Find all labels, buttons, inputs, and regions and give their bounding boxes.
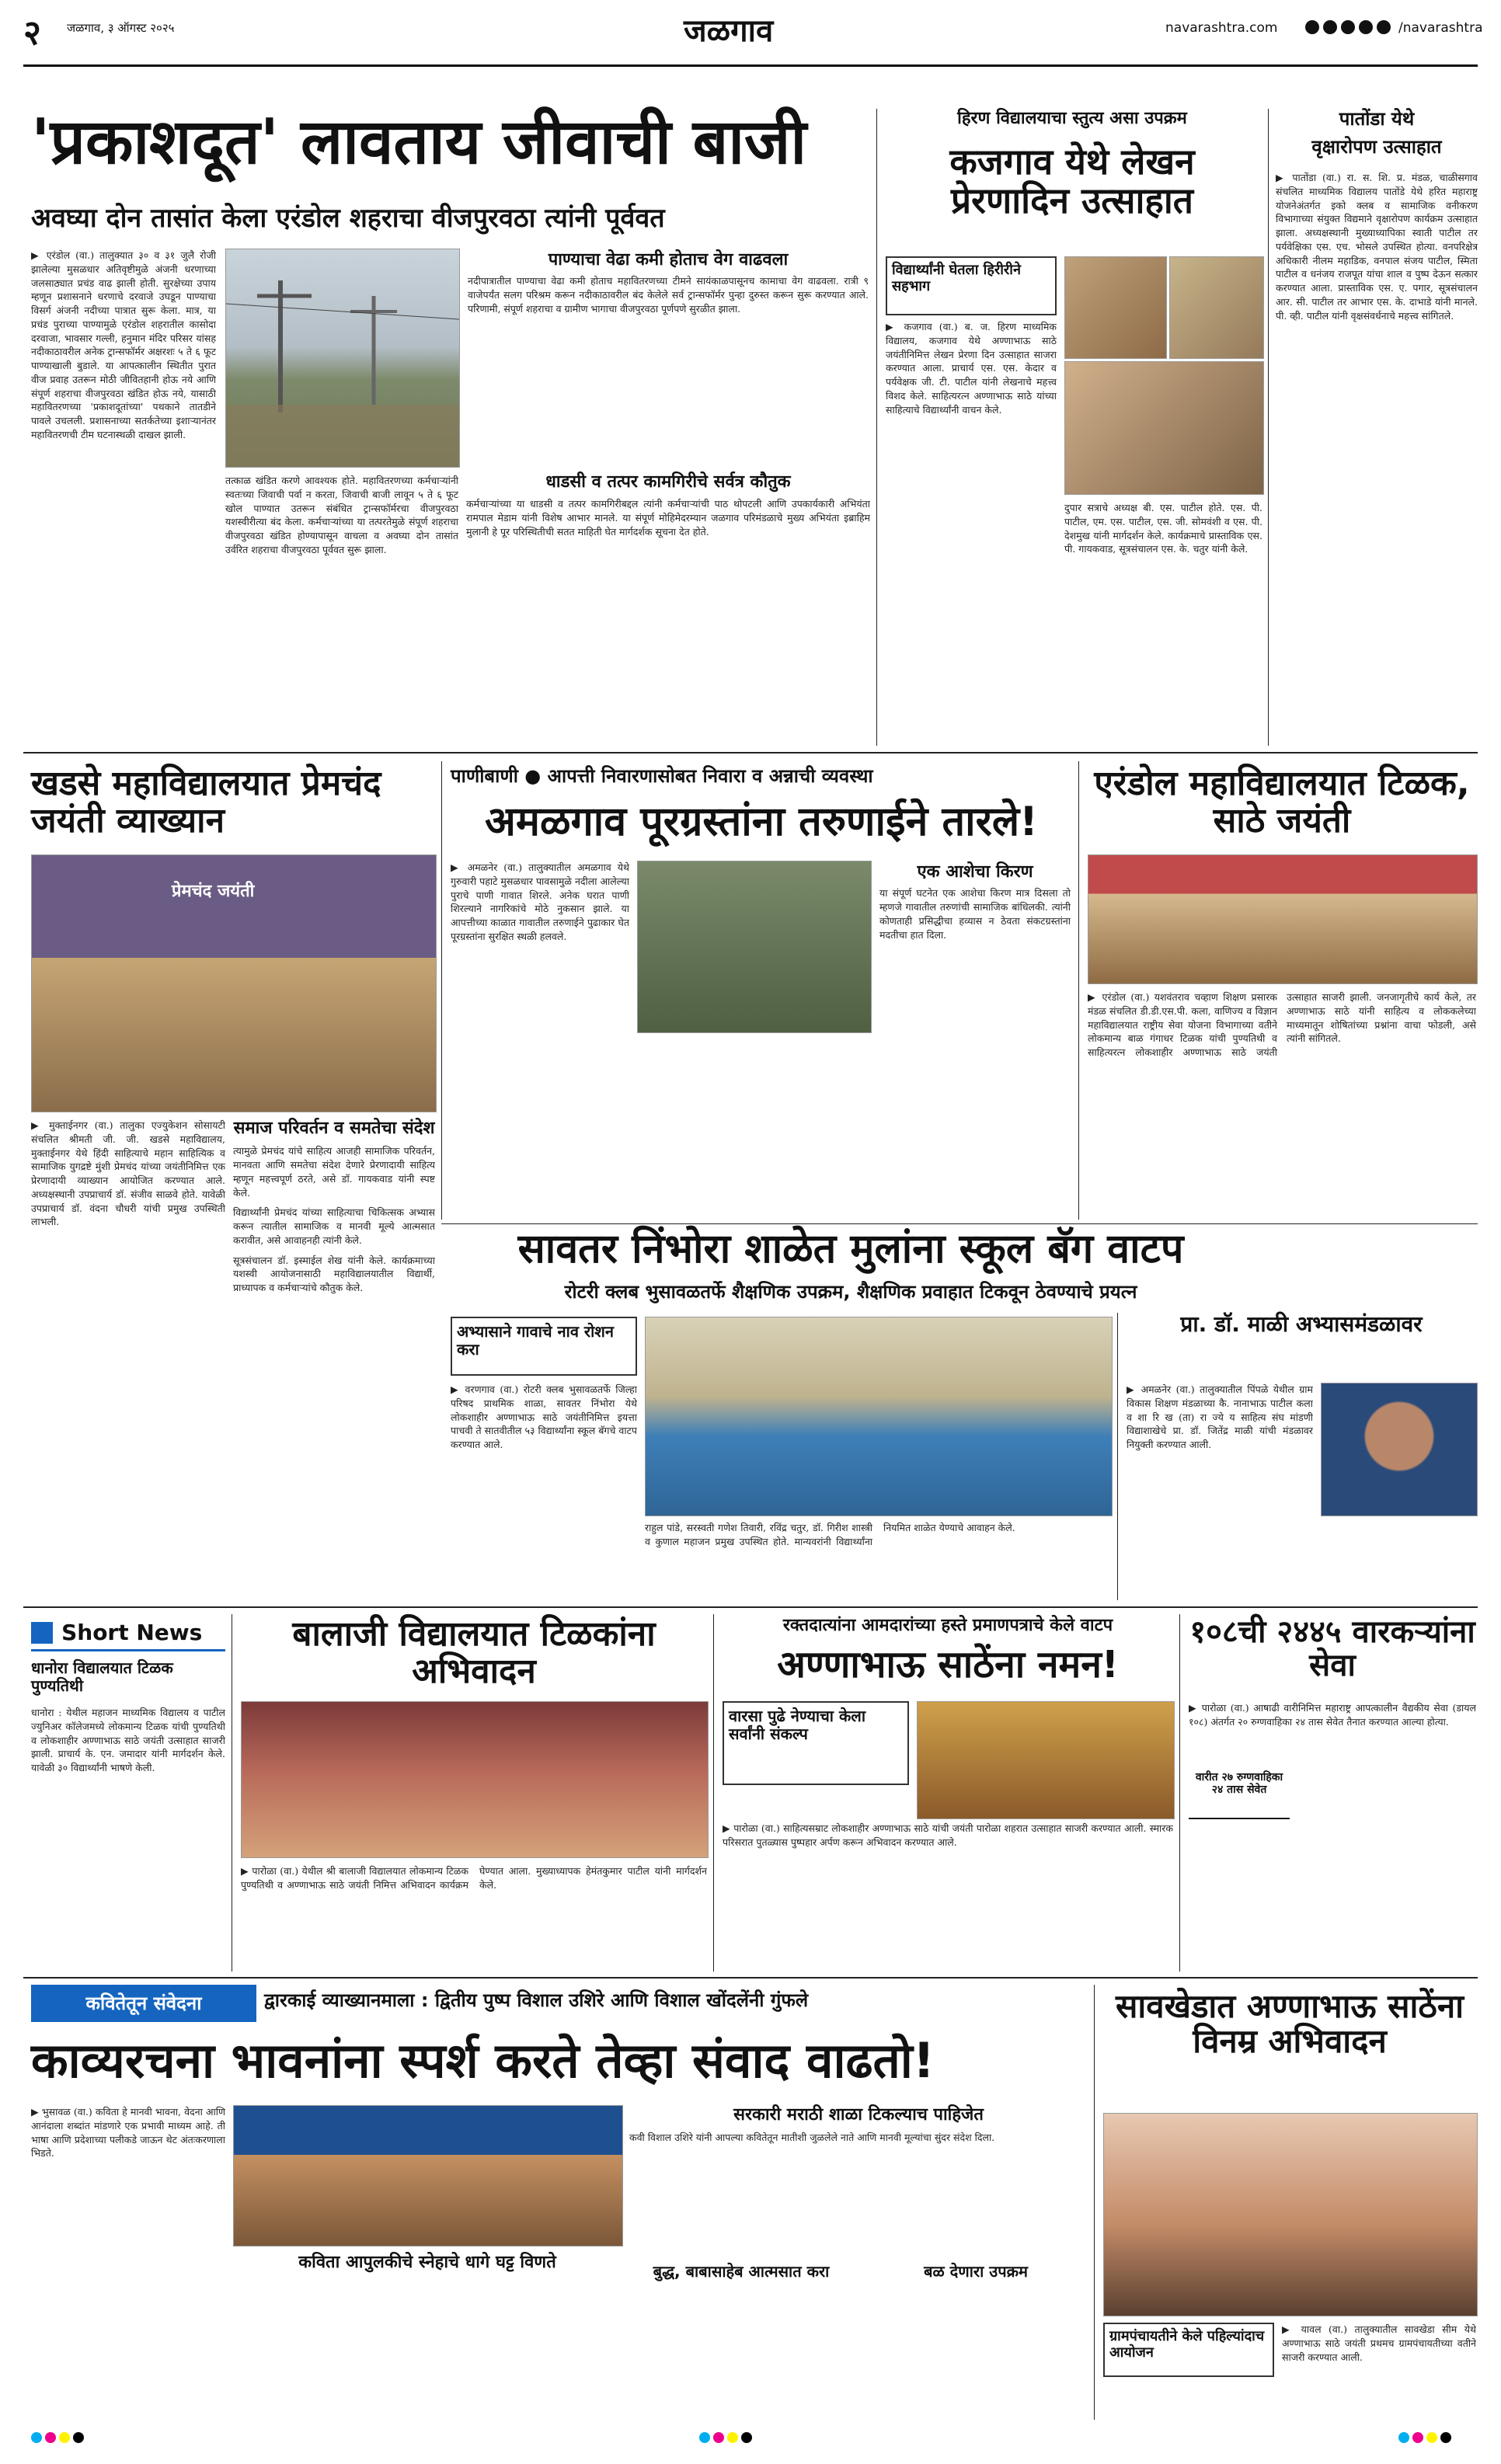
hiran-photo-2 bbox=[1169, 256, 1264, 359]
registration-marks-left bbox=[31, 2431, 87, 2446]
savtar-headline: सावतर निंभोरा शाळेत मुलांना स्कूल बॅग वाटप bbox=[517, 1226, 1184, 1272]
savkheda-headline: सावखेडात अण्णाभाऊ साठेंना विनम्र अभिवादन bbox=[1115, 1987, 1464, 2061]
annabhau-photo bbox=[917, 1701, 1175, 1819]
savtar-box-text: अभ्यासाने गावाचे नाव रोशन करा bbox=[457, 1322, 614, 1359]
amalgaon-kicker bbox=[451, 763, 1072, 788]
power-pole-illustration bbox=[226, 249, 459, 467]
kavita-kicker: द्वारकाई व्याख्यानमाला : द्वितीय पुष्प विशाल उशिरे आणि विशाल खोंदलेंनी गुंफले bbox=[264, 1989, 809, 2011]
registration-marks-center bbox=[699, 2431, 755, 2446]
lead-box bbox=[466, 249, 870, 466]
issue-date: जळगाव, ३ ऑगस्ट २०२५ bbox=[67, 21, 175, 35]
mali-body: ▶ अमळनेर (वा.) तालुक्यातील पिंपळे येथील ग्राम विकास शिक्षण मंडळाच्या कै. नानाभाऊ पाटील कला व शा रि ख (ता) रा ज्ये य साहित्य संघ मांडणी विद्याशाखेचे प्रा. डॉ. जितेंद्र माळी यांची मंडळावर नियुक्ती करण्यात आली. bbox=[1127, 1383, 1313, 1450]
khadse-bullet-2: विद्यार्थ्यांनी प्रेमचंद यांच्या साहित्याचा चिकित्सक अभ्यास करून त्यातील सामाजिक व मानवी मूल्ये आत्मसात करावीत, असे आवाहनही त्यांनी केले. bbox=[233, 1206, 435, 1246]
lead-photo-flood bbox=[225, 249, 460, 468]
lead-body: ▶ एरंडोल (वा.) तालुक्यात ३० व ३१ जुलै रोजी झालेल्या मुसळधार अतिवृष्टीमुळे अंजनी धरणाच्या जलसाठ्यात प्रचंड वाढ झाली होती. सुरक्षेच्या उपाय म्हणून प्रशासनाने धरणाचे दरवाजे उघडून पाण्याचा विसर्ग अंजनी नदीच्या पात्रात सुरू केला. मात्र, या प्रचंड पुराच्या पाण्यामुळे एरंडोल शहरातील कासोदा दरवाजा, भावसार गल्ली, हनुमान मंदिर परिसर यांसह नदीकाठावरील अनेक ट्रान्सफॉर्मर अक्षरशः ५ ते ६ फूट पाण्याखाली बुडाले. या आपत्कालीन स्थितीत पुरात वीज प्रवाह उतरून मोठी जीवितहानी होऊ नये आणि संपूर्ण शहराचा वीजपुरवठा खंडित होऊ नये, यासाठी महावितरणच्या 'प्रकाशदूतांच्या' पथकाने तातडीने पावले उचलली. प्रशासनाच्या सतर्कतेच्या इशाऱ्यानंतर महावितरणची टीम घटनास्थळी दाखल झाली. bbox=[31, 249, 216, 440]
erandol2-body: ▶ एरंडोल (वा.) यशवंतराव चव्हाण शिक्षण प्रसारक मंडळ संचलित डी.डी.एस.पी. कला, वाणिज्य व विज्ञान महाविद्यालयात राष्ट्रीय सेवा योजना विभागाच्या वतीने लोकमान्य बाळ गंगाधर टिळक यांची पुण्यतिथी व साहित्यरत्न लोकशाहीर अण्णाभाऊ साठे जयंती उत्साहात साजरी झाली. जनजागृतीचे कार्य केले, तर अण्णाभाऊ साठे यांनी साहित्य व लोककलेच्या माध्यमातून शोषितांच्या प्रश्नांना वाचा फोडली, असे त्यांनी सांगितले. bbox=[1088, 991, 1476, 1058]
khadse-photo bbox=[31, 854, 437, 1112]
savkheda-body: ▶ यावल (वा.) तालुक्यातील सावखेडा सीम येथे अण्णाभाऊ साठे जयंती प्रथमच ग्रामपंचायतीच्या वतीने साजरी करण्यात आली. bbox=[1282, 2323, 1476, 2363]
savtar-box bbox=[451, 1317, 637, 1376]
hiran-box bbox=[886, 256, 1057, 315]
warkari-headline: १०८ची २४४५ वारकऱ्यांना सेवा bbox=[1189, 1614, 1475, 1684]
kavita-photo bbox=[233, 2105, 623, 2246]
savtar-caption: राहुल पांडे, सरस्वती गणेश तिवारी, रविंद्र चतुर, डॉ. गिरीश शास्त्री व कुणाल महाजन प्रमुख उपस्थित होते. मान्यवरांनी विद्यार्थ्यांना नियमित शाळेत येण्याचे आवाहन केले. bbox=[645, 1522, 1015, 1547]
warkari-stat-label: वारीत २७ रुग्णवाहिका bbox=[1195, 1771, 1283, 1784]
facebook-icon[interactable] bbox=[1305, 20, 1319, 34]
hiran-body: ▶ कजगाव (वा.) ब. ज. हिरण माध्यमिक विद्यालय, कजगाव येथे अण्णाभाऊ साठे जयंतीनिमित्त लेखन प्रेरणा दिन उत्साहात साजरा करण्यात आला. प्राचार्य एस. एस. केदार व पर्यवेक्षक जी. टी. पाटील यांनी लेखनाचे महत्त्व विशद केले. साहित्यरत्न अण्णाभाऊ साठे यांच्या साहित्याचे विद्यार्थ्यांनी वाचन केले. bbox=[886, 321, 1057, 416]
balaji-body: ▶ पारोळा (वा.) येथील श्री बालाजी विद्यालयात लोकमान्य टिळक पुण्यतिथी व अण्णाभाऊ साठे जयंती निमित्त अभिवादन कार्यक्रम घेण्यात आला. मुख्याध्यापक हेमंतकुमार पाटील यांनी मार्गदर्शन केले. bbox=[241, 1865, 707, 1891]
patonda-body: ▶ पातोंडा (वा.) रा. स. शि. प्र. मंडळ, चाळीसगाव संचलित माध्यमिक विद्यालय पातोंडे येथे हरित महाराष्ट्र योजनेअंतर्गत इको क्लब व सामाजिक वनीकरण विभागाच्या संयुक्त विद्यमाने वृक्षारोपण कार्यक्रम उत्साहात झाला. अध्यक्षस्थानी मुख्याध्यापिका स्वाती पाटील तर पर्यवेक्षिका एस. एच. भोसले उपस्थित होत्या. वनपरिक्षेत्र अधिकारी नीलम महाडिक, वनपाल संजय पाटील, स्मिता पाटील व धनंजय राजपूत यांचा शाल व पुष्प देऊन सत्कार करण्यात आला. प्रास्ताविक एस. ए. पगार, सूत्रसंचालन आर. सी. पाटील तर आभार एस. के. दाभाडे यांनी मानले. पी. व्ही. पाटील यांनी वृक्षसंवर्धनाचे महत्त्व सांगितले. bbox=[1276, 172, 1478, 322]
warkari-stat bbox=[1189, 1771, 1290, 1819]
amalgaon-headline: अमळगाव पूरग्रस्तांना तरुणाईने तारले! bbox=[485, 799, 1038, 845]
annabhau-headline: अण्णाभाऊ साठेंना नमन! bbox=[777, 1643, 1119, 1686]
kavita-right-box bbox=[629, 2105, 1088, 2416]
hiran-caption: दुपार सत्राचे अध्यक्ष बी. एस. पाटील होते. एस. पी. पाटील, एम. एस. पाटील, एस. जी. सोमवंशी व एस. पी. देशमुख यांनी मार्गदर्शन केले. कार्यक्रमाचे प्रास्ताविक एस. पी. गायकवाड, सूत्रसंचालन एस. के. चतुर यांनी केले. bbox=[1064, 502, 1262, 555]
warkari-body: ▶ पारोळा (वा.) आषाढी वारीनिमित्त महाराष्ट्र आपत्कालीन वैद्यकीय सेवा (डायल १०८) अंतर्गत २० रुग्णवाहिका २४ तास सेवेत तैनात करण्यात आल्या होत्या. bbox=[1189, 1702, 1476, 1728]
instagram-icon[interactable] bbox=[1341, 20, 1355, 34]
balaji-photo bbox=[241, 1701, 709, 1858]
kavita-headline: काव्यरचना भावनांना स्पर्श करते तेव्हा संवाद वाढतो! bbox=[31, 2032, 935, 2089]
lead-subhead-2: धाडसी व तत्पर कामगिरीचे सर्वत्र कौतुक bbox=[545, 472, 791, 492]
kavita-tag bbox=[31, 1985, 256, 2022]
annabhau-kicker: रक्तदात्यांना आमदारांच्या हस्ते प्रमाणपत्राचे केले वाटप bbox=[782, 1616, 1113, 1635]
kavita-tag-text: कवितेतून संवेदना bbox=[85, 1992, 202, 2014]
kavita-sub-left: कविता आपुलकीचे स्नेहाचे धागे घट्ट विणते bbox=[298, 2253, 556, 2272]
hiran-photo-3 bbox=[1064, 361, 1264, 495]
warkari-stat-value: २४ तास सेवेत bbox=[1211, 1784, 1267, 1797]
social-handle[interactable]: /navarashtra bbox=[1398, 20, 1483, 36]
savtar-body: ▶ वरणगाव (वा.) रोटरी क्लब भुसावळतर्फे जिल्हा परिषद प्राथमिक शाळा, सावतर निंभोरा येथे लोकशाहीर अण्णाभाऊ साठे जयंतीनिमित्त इयत्ता पाचवी ते सातवीतील ५३ विद्यार्थ्यांना स्कूल बॅगचे वाटप करण्यात आले. bbox=[451, 1383, 637, 1450]
social-icons[interactable] bbox=[1305, 20, 1391, 37]
hiran-kicker: हिरण विद्यालयाचा स्तुत्य असा उपक्रम bbox=[957, 109, 1187, 128]
savkheda-box-text: ग्रामपंचायतीने केले पहिल्यांदाच आयोजन bbox=[1109, 2328, 1265, 2361]
kavita-box-title: सरकारी मराठी शाळा टिकल्याच पाहिजेत bbox=[733, 2105, 984, 2125]
kavita-sub-right: बळ देणारा उपक्रम bbox=[924, 2262, 1028, 2281]
registration-marks-right bbox=[1398, 2431, 1454, 2446]
site-url[interactable]: navarashtra.com bbox=[1165, 20, 1278, 36]
shortnews-label-box bbox=[31, 1616, 225, 1651]
amalgaon-kicker-right: आपत्ती निवारणासोबत निवारा व अन्नाची व्यवस्था bbox=[547, 765, 873, 787]
balaji-headline: बालाजी विद्यालयात टिळकांना अभिवादन bbox=[292, 1614, 656, 1691]
savtar-photo bbox=[645, 1317, 1113, 1516]
kavita-box-body: कवी विशाल उशिरे यांनी आपल्या कवितेतून मातीशी जुळलेले नाते आणि मानवी मूल्यांचा सुंदर संदेश दिला. bbox=[629, 2132, 995, 2144]
lead-headline: 'प्रकाशदूत' लावताय जीवाची बाजी bbox=[31, 106, 807, 178]
mali-portrait bbox=[1321, 1383, 1478, 1516]
erandol2-headline: एरंडोल महाविद्यालयात टिळक, साठे जयंती bbox=[1094, 764, 1470, 840]
patonda-headline: वृक्षारोपण उत्साहात bbox=[1311, 136, 1442, 158]
section-title: जळगाव bbox=[684, 13, 774, 49]
hiran-photo-1 bbox=[1064, 256, 1167, 359]
lead-box-body: नदीपात्रातील पाण्याचा वेढा कमी होताच महावितरणच्या टीमने सायंकाळपासूनच कामाचा वेग वाढवला. रात्री ९ वाजेपर्यंत सलग परिश्रम करून नदीकाठावरील बंद केलेले सर्व ट्रान्सफॉर्मर पुन्हा दुरुस्त करून सुरू करण्यात आले. परिणामी, संपूर्ण शहराचा व ग्रामीण भागाचा वीजपुरवठा पूर्णपणे सुरळीत झाला. bbox=[468, 275, 869, 315]
khadse-bullet-3: सूत्रसंचालन डॉ. इस्माईल शेख यांनी केले. कार्यक्रमाच्या यशस्वी आयोजनासाठी महाविद्यालयातील विद्यार्थी, प्राध्यापक व कर्मचाऱ्यांचे कौतुक केले. bbox=[233, 1254, 435, 1294]
page-number: २ bbox=[23, 13, 41, 53]
x-icon[interactable] bbox=[1323, 20, 1337, 34]
lead-box-title: पाण्याचा वेढा कमी होताच वेग वाढवला bbox=[548, 250, 789, 270]
linkedin-icon[interactable] bbox=[1377, 20, 1391, 34]
amalgaon-box-body: या संपूर्ण घटनेत एक आशेचा किरण मात्र दिसला तो म्हणजे गावातील तरुणांची सामाजिक बांधिलकी. त्यांनी कोणताही प्रसिद्धीचा हव्यास न ठेवता संकटग्रस्तांना मदतीचा हात दिला. bbox=[879, 887, 1071, 941]
khadse-body: ▶ मुक्ताईनगर (वा.) तालुका एज्युकेशन सोसायटी संचलित श्रीमती जी. जी. खडसे महाविद्यालय, मुक्ताईनगर येथे हिंदी साहित्याचे महान साहित्यिक व सामाजिक युगद्रष्टे मुंशी प्रेमचंद यांच्या जयंतीनिमित्त एक प्रेरणादायी व्याख्यान आयोजित करण्यात आले. अध्यक्षस्थानी उपप्राचार्य डॉ. संजीव साळवे होते. यावेळी उपप्राचार्य डॉ. वंदना चौधरी यांची प्रमुख उपस्थिती लाभली. bbox=[31, 1119, 225, 1228]
erandol2-photo bbox=[1088, 854, 1478, 984]
kavita-body: ▶ भुसावळ (वा.) कविता हे मानवी भावना, वेदना आणि आनंदाला शब्दांत मांडणारे एक प्रभावी माध्यम आहे. ती भाषा आणि प्रदेशाच्या पलीकडे जाऊन थेट अंतःकरणाला भिडते. bbox=[31, 2106, 225, 2159]
annabhau-body: ▶ पारोळा (वा.) साहित्यसम्राट लोकशाहीर अण्णाभाऊ साठे यांची जयंती पारोळा शहरात उत्साहात साजरी करण्यात आली. स्मारक परिसरात पुतळ्यास पुष्पहार अर्पण करून अभिवादन करण्यात आले. bbox=[723, 1822, 1173, 1848]
savtar-subhead: रोटरी क्लब भुसावळतर्फे शैक्षणिक उपक्रम, शैक्षणिक प्रवाहात टिकवून ठेवण्याचे प्रयत्न bbox=[564, 1281, 1137, 1303]
khadse-bullet-1: त्यामुळे प्रेमचंद यांचे साहित्य आजही सामाजिक परिवर्तन, मानवता आणि समतेचा संदेश देणारे प्रेरणादायी साहित्य म्हणून महत्त्वपूर्ण ठरते, असे डॉ. गायकवाड यांनी स्पष्ट केले. bbox=[233, 1145, 435, 1199]
shortnews-body: धानोरा : येथील महाजन माध्यमिक विद्यालय व पाटील ज्युनिअर कॉलेजमध्ये लोकमान्य टिळक यांची पुण्यतिथी व लोकशाहीर अण्णाभाऊ साठे जयंती उत्साहात साजरी झाली. प्राचार्य के. एन. जमादार यांनी मार्गदर्शन केले. यावेळी ३० विद्यार्थ्यांनी भाषणे केली. bbox=[31, 1707, 225, 1773]
lead-subhead: अवघ्या दोन तासांत केला एरंडोल शहराचा वीजपुरवठा त्यांनी पूर्ववत bbox=[31, 203, 665, 234]
lead-subhead-2-body: कर्मचाऱ्यांच्या या धाडसी व तत्पर कामगिरीबद्दल त्यांनी कर्मचाऱ्यांची पाठ थोपटली आणि उपकार्यकारी अभियंता रामपाल मेडाम यांनी विशेष आभार मानले. या संपूर्ण मोहिमेदरम्यान जळगाव परिमंडळाचे मुख्य अभियंता इब्राहिम मुलानी हे पूर परिस्थितीची सतत माहिती घेत मार्गदर्शक सूचना देत होते. bbox=[466, 498, 870, 538]
mali-headline: प्रा. डॉ. माळी अभ्यासमंडळावर bbox=[1180, 1311, 1423, 1337]
masthead bbox=[23, 0, 1483, 67]
amalgaon-body: ▶ अमळनेर (वा.) तालुक्यातील अमळगाव येथे गुरुवारी पहाटे मुसळधार पावसामुळे नदीला आलेल्या पुराचे पाणी गावात शिरले. अनेक घरात पाणी शिरल्याने नागरिकांचे मोठे नुकसान झाले. या आपत्तीच्या काळात गावातील तरुणाईने पुढाकार घेत पूरग्रस्तांना सुरक्षित स्थळी हलवले. bbox=[451, 861, 629, 942]
savkheda-box bbox=[1103, 2323, 1274, 2377]
annabhau-box bbox=[723, 1701, 909, 1785]
savkheda-photo bbox=[1103, 2113, 1478, 2316]
amalgaon-box-title: एक आशेचा किरण bbox=[917, 862, 1033, 882]
hiran-box-text: विद्यार्थ्यांनी घेतला हिरीरीने सहभाग bbox=[892, 262, 1021, 294]
khadse-box-title: समाज परिवर्तन व समतेचा संदेश bbox=[233, 1119, 435, 1138]
khadse-box bbox=[233, 1119, 435, 1600]
amalgaon-kicker-left: पाणीबाणी bbox=[451, 765, 518, 787]
khadse-banner: प्रेमचंद जयंती bbox=[172, 882, 255, 901]
shortnews-icon bbox=[31, 1622, 53, 1644]
khadse-headline: खडसे महाविद्यालयात प्रेमचंद जयंती व्याख्यान bbox=[31, 764, 381, 840]
annabhau-box-text: वारसा पुढे नेण्याचा केला सर्वांनी संकल्प bbox=[729, 1707, 866, 1743]
amalgaon-photo bbox=[637, 861, 872, 1033]
bullet-dot-icon: ● bbox=[524, 765, 548, 787]
youtube-icon[interactable] bbox=[1359, 20, 1373, 34]
shortnews-label: Short News bbox=[61, 1620, 203, 1645]
hiran-headline: कजगाव येथे लेखन प्रेरणादिन उत्साहात bbox=[949, 141, 1195, 221]
lead-body-2: तत्काळ खंडित करणे आवश्यक होते. महावितरणच्या कर्मचाऱ्यांनी स्वतःच्या जिवाची पर्वा न करता, जिवाची बाजी लावून ५ ते ६ फूट खोल पाण्यात उतरून संबंधित ट्रान्सफॉर्मरचा वीजपुरवठा यशस्वीरीत्या बंद केला. कर्मचाऱ्यांच्या या तत्परतेमुळे संपूर्ण शहराचा वीजपुरवठा खंडित होण्यापासून वाचला व अवघ्या दोन तासांत उर्वरित शहराचा वीजपुरवठा पूर्ववत सुरू झाला. bbox=[225, 475, 458, 555]
amalgaon-box bbox=[878, 861, 1072, 1210]
shortnews-headline: धानोरा विद्यालयात टिळक पुण्यतिथी bbox=[31, 1658, 173, 1695]
patonda-kicker: पातोंडा येथे bbox=[1339, 108, 1415, 130]
kavita-sub-mid: बुद्ध, बाबासाहेब आत्मसात करा bbox=[653, 2262, 830, 2281]
